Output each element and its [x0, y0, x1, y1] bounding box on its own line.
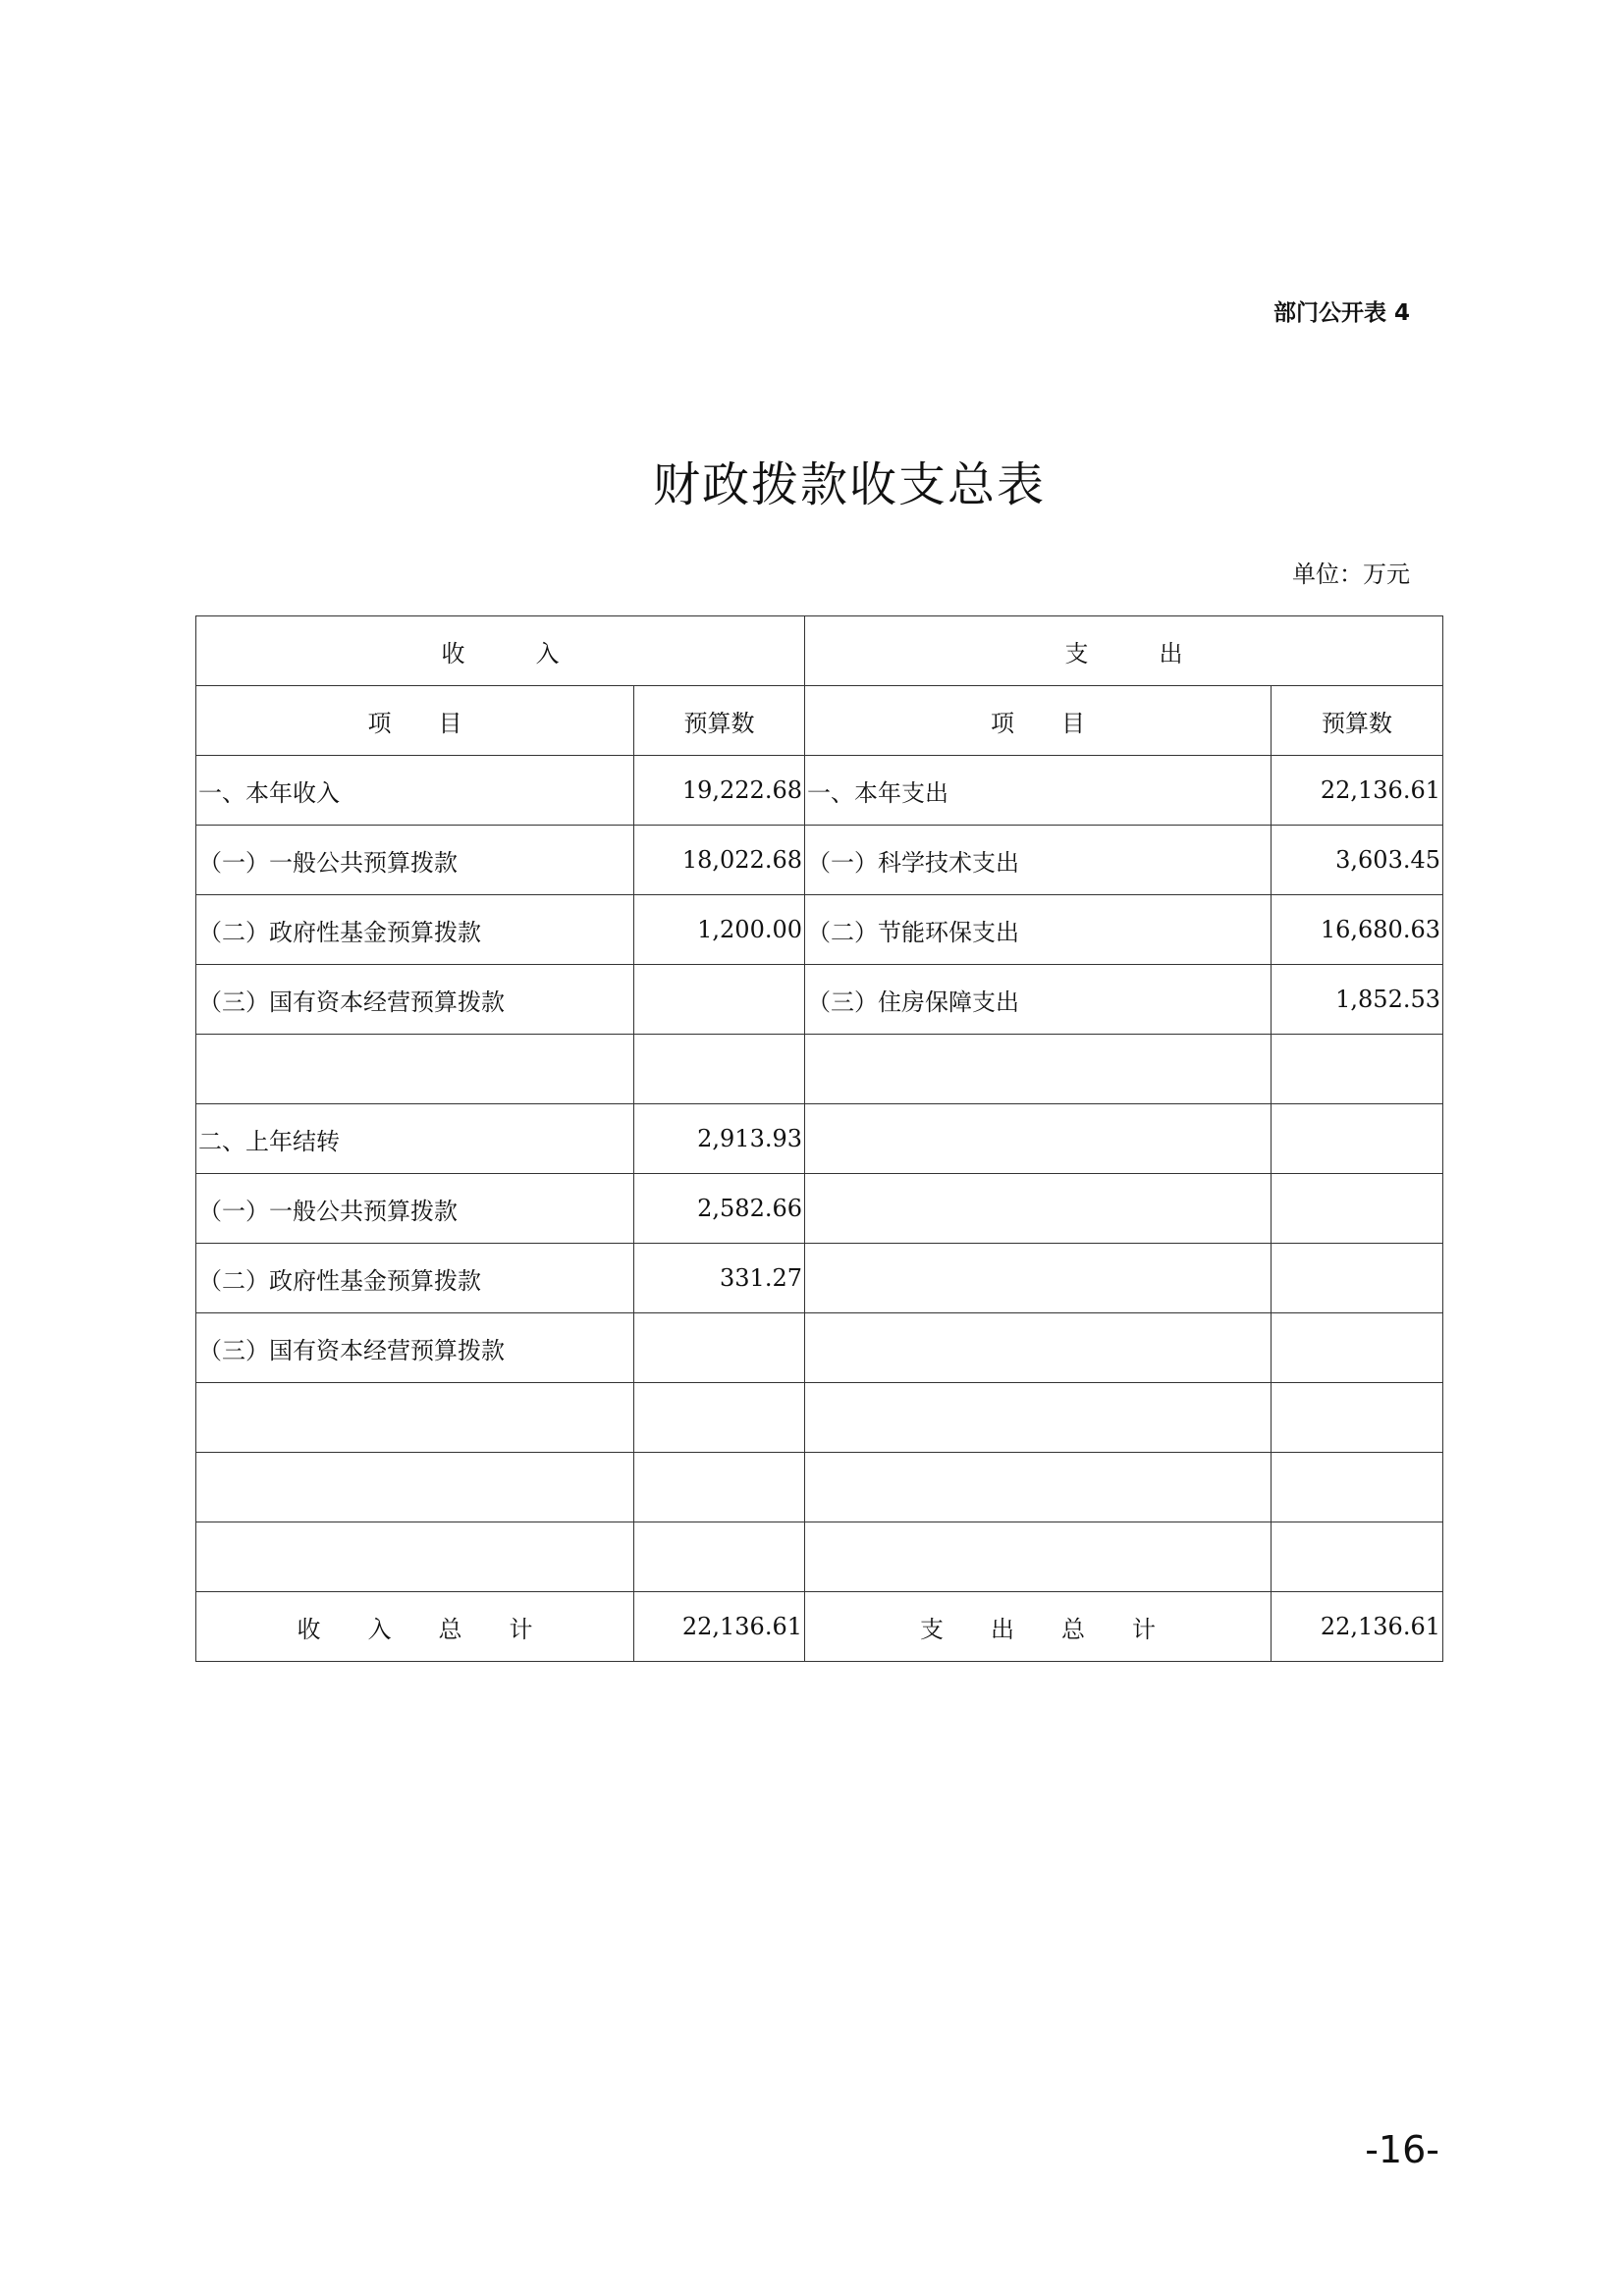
expense-amount-cell: [1272, 1522, 1443, 1592]
expense-amount-cell: 1,852.53: [1272, 965, 1443, 1035]
income-amount-cell: 331.27: [634, 1244, 805, 1313]
table-row: [196, 1453, 1443, 1522]
table-row: [196, 826, 1443, 895]
table-row: [196, 1522, 1443, 1592]
totals-row: [196, 1592, 1443, 1662]
income-amount-cell: 1,200.00: [634, 895, 805, 965]
expense-amount-cell: 3,603.45: [1272, 826, 1443, 895]
expense-item-cell: [805, 1383, 1272, 1453]
expense-total-label: 支 出 总 计: [805, 1592, 1272, 1662]
income-amount-cell: 19,222.68: [634, 756, 805, 826]
expense-item-cell: [805, 1244, 1272, 1313]
income-total-amount: 22,136.61: [634, 1592, 805, 1662]
income-item-cell: （二）政府性基金预算拨款: [196, 895, 634, 965]
table-row: [196, 1035, 1443, 1104]
expense-item-cell: （一）科学技术支出: [805, 826, 1272, 895]
expense-total-amount: 22,136.61: [1272, 1592, 1443, 1662]
expense-item-cell: （二）节能环保支出: [805, 895, 1272, 965]
income-amount-cell: 2,582.66: [634, 1174, 805, 1244]
table-row: [196, 1244, 1443, 1313]
column-header-row: [196, 686, 1443, 756]
income-item-cell: （二）政府性基金预算拨款: [196, 1244, 634, 1313]
expense-amount-cell: 22,136.61: [1272, 756, 1443, 826]
expense-item-cell: [805, 1174, 1272, 1244]
income-item-cell: [196, 1522, 634, 1592]
table-row: [196, 756, 1443, 826]
income-amount-cell: [634, 965, 805, 1035]
table-row: [196, 1174, 1443, 1244]
expense-item-cell: [805, 1453, 1272, 1522]
expense-heading: 支 出: [805, 616, 1443, 686]
income-item-cell: [196, 1383, 634, 1453]
income-amount-cell: [634, 1453, 805, 1522]
expense-amount-cell: [1272, 1453, 1443, 1522]
expense-amount-cell: [1272, 1035, 1443, 1104]
expense-item-cell: [805, 1104, 1272, 1174]
income-item-cell: 二、上年结转: [196, 1104, 634, 1174]
expense-amount-cell: 16,680.63: [1272, 895, 1443, 965]
budget-table-body: [196, 616, 1443, 1662]
income-amount-cell: [634, 1035, 805, 1104]
income-item-cell: （一）一般公共预算拨款: [196, 1174, 634, 1244]
expense-amount-cell: [1272, 1104, 1443, 1174]
expense-item-cell: [805, 1313, 1272, 1383]
income-item-cell: （三）国有资本经营预算拨款: [196, 1313, 634, 1383]
page-number: -16-: [1365, 2128, 1439, 2171]
unit-label: 单位：万元: [1292, 561, 1410, 588]
expense-item-cell: [805, 1522, 1272, 1592]
table-code: 部门公开表 4: [1272, 300, 1410, 326]
table-row: [196, 1104, 1443, 1174]
expense-amount-header: 预算数: [1272, 686, 1443, 756]
income-amount-cell: [634, 1313, 805, 1383]
expense-item-cell: （三）住房保障支出: [805, 965, 1272, 1035]
income-item-cell: [196, 1453, 634, 1522]
table-row: [196, 1383, 1443, 1453]
section-header-row: [196, 616, 1443, 686]
income-amount-cell: 2,913.93: [634, 1104, 805, 1174]
income-item-cell: （三）国有资本经营预算拨款: [196, 965, 634, 1035]
expense-amount-cell: [1272, 1383, 1443, 1453]
income-total-label: 收 入 总 计: [196, 1592, 634, 1662]
income-amount-cell: [634, 1522, 805, 1592]
expense-amount-cell: [1272, 1244, 1443, 1313]
table-row: [196, 965, 1443, 1035]
budget-table: [195, 615, 1443, 1662]
page-title: 财政拨款收支总表: [652, 457, 1046, 512]
table-row: [196, 895, 1443, 965]
income-item-header: 项 目: [196, 686, 634, 756]
income-amount-header: 预算数: [634, 686, 805, 756]
income-amount-cell: 18,022.68: [634, 826, 805, 895]
income-amount-cell: [634, 1383, 805, 1453]
expense-item-cell: [805, 1035, 1272, 1104]
expense-item-header: 项 目: [805, 686, 1272, 756]
table-row: [196, 1313, 1443, 1383]
expense-item-cell: 一、本年支出: [805, 756, 1272, 826]
expense-amount-cell: [1272, 1313, 1443, 1383]
income-item-cell: 一、本年收入: [196, 756, 634, 826]
income-item-cell: [196, 1035, 634, 1104]
expense-amount-cell: [1272, 1174, 1443, 1244]
income-item-cell: （一）一般公共预算拨款: [196, 826, 634, 895]
income-heading: 收 入: [196, 616, 805, 686]
